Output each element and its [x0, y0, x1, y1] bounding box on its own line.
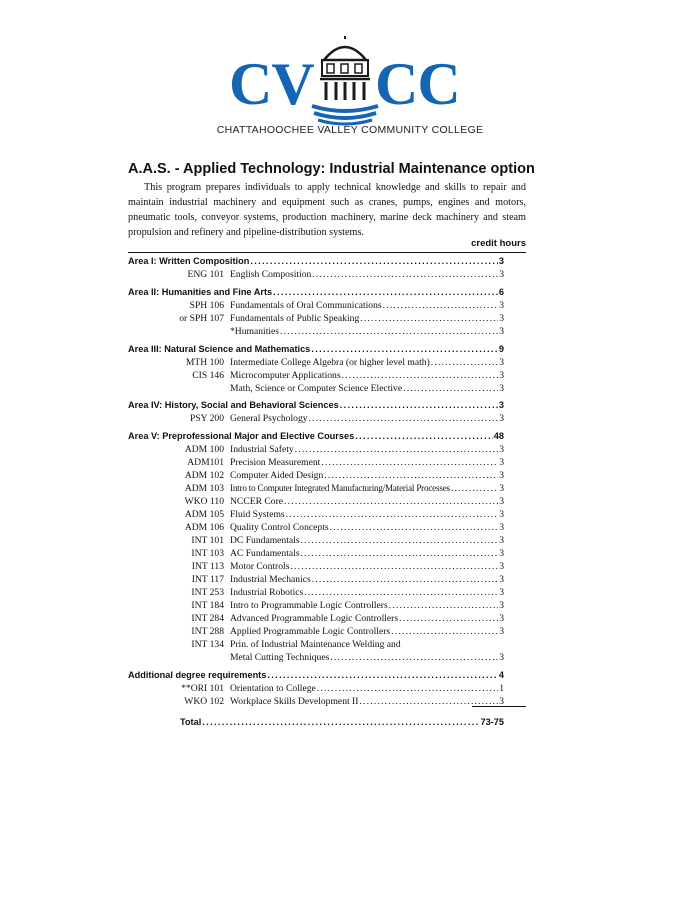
course-hours: 3 [499, 574, 504, 585]
course-hours: 3 [499, 535, 504, 546]
course-name: Metal Cutting Techniques [230, 652, 330, 663]
area-hours: 9 [498, 344, 504, 354]
dot-leader [383, 299, 499, 312]
course-row [128, 369, 504, 382]
course-hours: 3 [499, 652, 504, 663]
total-hours: 73-75 [480, 717, 504, 727]
course-hours: 3 [499, 370, 504, 381]
course-code: ADM 100 [184, 444, 224, 455]
course-hours: 3 [499, 613, 504, 624]
dot-leader [284, 495, 498, 508]
course-code: ADM 106 [184, 522, 224, 533]
course-row [128, 382, 504, 395]
course-code: INT 134 [191, 639, 224, 650]
dot-leader [389, 599, 498, 612]
credit-hours-heading: credit hours [471, 238, 526, 249]
course-name: Fundamentals of Public Speaking [230, 313, 360, 324]
area-hours: 4 [498, 670, 504, 680]
course-name: Fundamentals of Oral Communications [230, 300, 382, 311]
course-code: INT 184 [191, 600, 224, 611]
dot-leader [355, 430, 493, 443]
area-hours: 3 [498, 256, 504, 266]
course-code: CIS 146 [192, 370, 224, 381]
course-row [128, 312, 504, 325]
total-label: Total [180, 717, 202, 727]
course-code: or SPH 107 [179, 313, 224, 324]
program-description: This program prepares individuals to apply technical knowledge and skills to repair and maintain industrial machinery and equipment such as cranes, pumps, engines and motors, pneumatic tools, conveyor systems, production machinery, marine deck machinery and steam propulsion and refinery and pipeline-distribution systems. [128, 182, 526, 238]
course-code: MTH 100 [185, 357, 224, 368]
area-heading [128, 343, 504, 356]
area-hours: 48 [493, 431, 504, 441]
header-rule [128, 252, 526, 253]
course-row [128, 695, 504, 708]
course-hours: 3 [499, 300, 504, 311]
dot-leader [290, 560, 498, 573]
course-row [128, 547, 504, 560]
logo-text-right: CC [375, 51, 460, 117]
course-code: ADM 105 [184, 509, 224, 520]
area-title: Area I: Written Composition [128, 256, 250, 266]
course-hours: 1 [499, 683, 504, 694]
course-hours: 3 [499, 444, 504, 455]
course-hours: 3 [499, 509, 504, 520]
dot-leader [304, 586, 498, 599]
course-row [128, 456, 504, 469]
course-hours: 3 [499, 326, 504, 337]
dot-leader [273, 286, 498, 299]
course-row [128, 638, 504, 651]
course-row [128, 573, 504, 586]
logo-text-left: CV [229, 51, 314, 117]
course-row [128, 682, 504, 695]
total-row [180, 716, 504, 729]
program-title: A.A.S. - Applied Technology: Industrial Maintenance option [128, 161, 535, 177]
course-row [128, 356, 504, 369]
area-title: Area II: Humanities and Fine Arts [128, 287, 273, 297]
college-name: CHATTAHOOCHEE VALLEY COMMUNITY COLLEGE [216, 124, 484, 136]
course-row [128, 534, 504, 547]
dot-leader [451, 482, 498, 495]
dot-leader [311, 343, 498, 356]
course-row [128, 495, 504, 508]
course-code: INT 101 [191, 535, 224, 546]
course-code: INT 288 [191, 626, 224, 637]
course-row [128, 469, 504, 482]
course-name: Fluid Systems [230, 509, 285, 520]
dot-leader [250, 255, 498, 268]
dot-leader [342, 369, 499, 382]
dot-leader [301, 547, 499, 560]
dot-leader [312, 268, 498, 281]
course-code: ENG 101 [187, 269, 224, 280]
dot-leader [280, 325, 498, 338]
course-hours: 3 [499, 413, 504, 424]
course-hours: 3 [499, 561, 504, 572]
course-code: ADM101 [187, 457, 224, 468]
course-code: WKO 110 [184, 496, 224, 507]
course-name: Math, Science or Computer Science Elective [230, 383, 403, 394]
course-code: INT 113 [191, 561, 224, 572]
course-name: Intro to Computer Integrated Manufacturing/Material Processes [230, 483, 450, 493]
dot-leader [403, 382, 498, 395]
course-row [128, 586, 504, 599]
area-hours: 3 [498, 400, 504, 410]
course-hours: 3 [499, 600, 504, 611]
course-name: Industrial Mechanics [230, 574, 311, 585]
area-heading [128, 399, 504, 412]
dot-leader [295, 443, 499, 456]
course-code: **ORI 101 [181, 683, 224, 694]
course-row [128, 508, 504, 521]
course-hours: 3 [499, 548, 504, 559]
area-title: Area IV: History, Social and Behavioral Sciences [128, 400, 339, 410]
course-name: Advanced Programmable Logic Controllers [230, 613, 399, 624]
course-hours: 3 [499, 383, 504, 394]
course-hours: 3 [499, 522, 504, 533]
area-title: Additional degree requirements [128, 670, 267, 680]
course-code: SPH 106 [189, 300, 224, 311]
course-code: ADM 102 [184, 470, 224, 481]
course-hours: 3 [499, 483, 504, 494]
course-name: *Humanities [230, 326, 280, 337]
dot-leader [340, 399, 498, 412]
dot-leader [267, 669, 498, 682]
course-row [128, 612, 504, 625]
course-name: NCCER Core [230, 496, 284, 507]
course-row [128, 599, 504, 612]
course-name: Precision Measurement [230, 457, 321, 468]
course-name: Prin. of Industrial Maintenance Welding and [230, 639, 401, 650]
dot-leader [321, 456, 498, 469]
dot-leader [399, 612, 498, 625]
area-heading [128, 255, 504, 268]
dot-leader [330, 651, 498, 664]
course-name: DC Fundamentals [230, 535, 300, 546]
course-code: INT 284 [191, 613, 224, 624]
course-hours: 3 [499, 470, 504, 481]
dot-leader [360, 312, 498, 325]
college-logo [225, 36, 475, 132]
area-title: Area III: Natural Science and Mathematics [128, 344, 311, 354]
course-name: Industrial Safety [230, 444, 294, 455]
course-row [128, 325, 504, 338]
area-heading [128, 669, 504, 682]
course-name: Intro to Programmable Logic Controllers [230, 600, 388, 611]
course-name: Microcomputer Applications [230, 370, 341, 381]
area-title: Area V: Preprofessional Major and Elective Courses [128, 431, 355, 441]
course-hours: 3 [499, 696, 504, 707]
course-code: INT 117 [191, 574, 224, 585]
course-code: ADM 103 [184, 483, 224, 494]
dot-leader [202, 716, 479, 729]
course-row [128, 299, 504, 312]
course-name: Applied Programmable Logic Controllers [230, 626, 391, 637]
course-name: AC Fundamentals [230, 548, 300, 559]
course-hours: 3 [499, 496, 504, 507]
course-hours: 3 [499, 313, 504, 324]
dot-leader [312, 573, 498, 586]
area-hours: 6 [498, 287, 504, 297]
course-row [128, 443, 504, 456]
course-name: Computer Aided Design [230, 470, 324, 481]
course-name: Industrial Robotics [230, 587, 304, 598]
course-row [128, 412, 504, 425]
course-name: Quality Control Concepts [230, 522, 329, 533]
course-hours: 3 [499, 357, 504, 368]
course-row [128, 651, 504, 664]
dot-leader [286, 508, 499, 521]
dot-leader [391, 625, 498, 638]
dot-leader [330, 521, 499, 534]
dot-leader [309, 412, 499, 425]
course-row [128, 521, 504, 534]
area-heading [128, 286, 504, 299]
course-hours: 3 [499, 269, 504, 280]
course-name: Workplace Skills Development II [230, 696, 359, 707]
course-row [128, 268, 504, 281]
course-name: English Composition [230, 269, 312, 280]
course-name: Intermediate College Algebra (or higher level math) [230, 357, 430, 368]
course-name: Orientation to College [230, 683, 316, 694]
dot-leader [324, 469, 498, 482]
course-code: WKO 102 [184, 696, 224, 707]
course-row [128, 560, 504, 573]
course-row [128, 625, 504, 638]
course-code: INT 253 [191, 587, 224, 598]
area-heading [128, 430, 504, 443]
dot-leader [317, 682, 498, 695]
course-code: PSY 200 [189, 413, 224, 424]
course-hours: 3 [499, 587, 504, 598]
course-name: Motor Controls [230, 561, 290, 572]
college-building-icon [310, 36, 380, 126]
course-code: INT 103 [191, 548, 224, 559]
course-name: General Psychology [230, 413, 308, 424]
dot-leader [301, 534, 499, 547]
course-row [128, 482, 504, 495]
course-hours: 3 [499, 457, 504, 468]
dot-leader [431, 356, 498, 369]
course-hours: 3 [499, 626, 504, 637]
total-rule [472, 706, 526, 707]
